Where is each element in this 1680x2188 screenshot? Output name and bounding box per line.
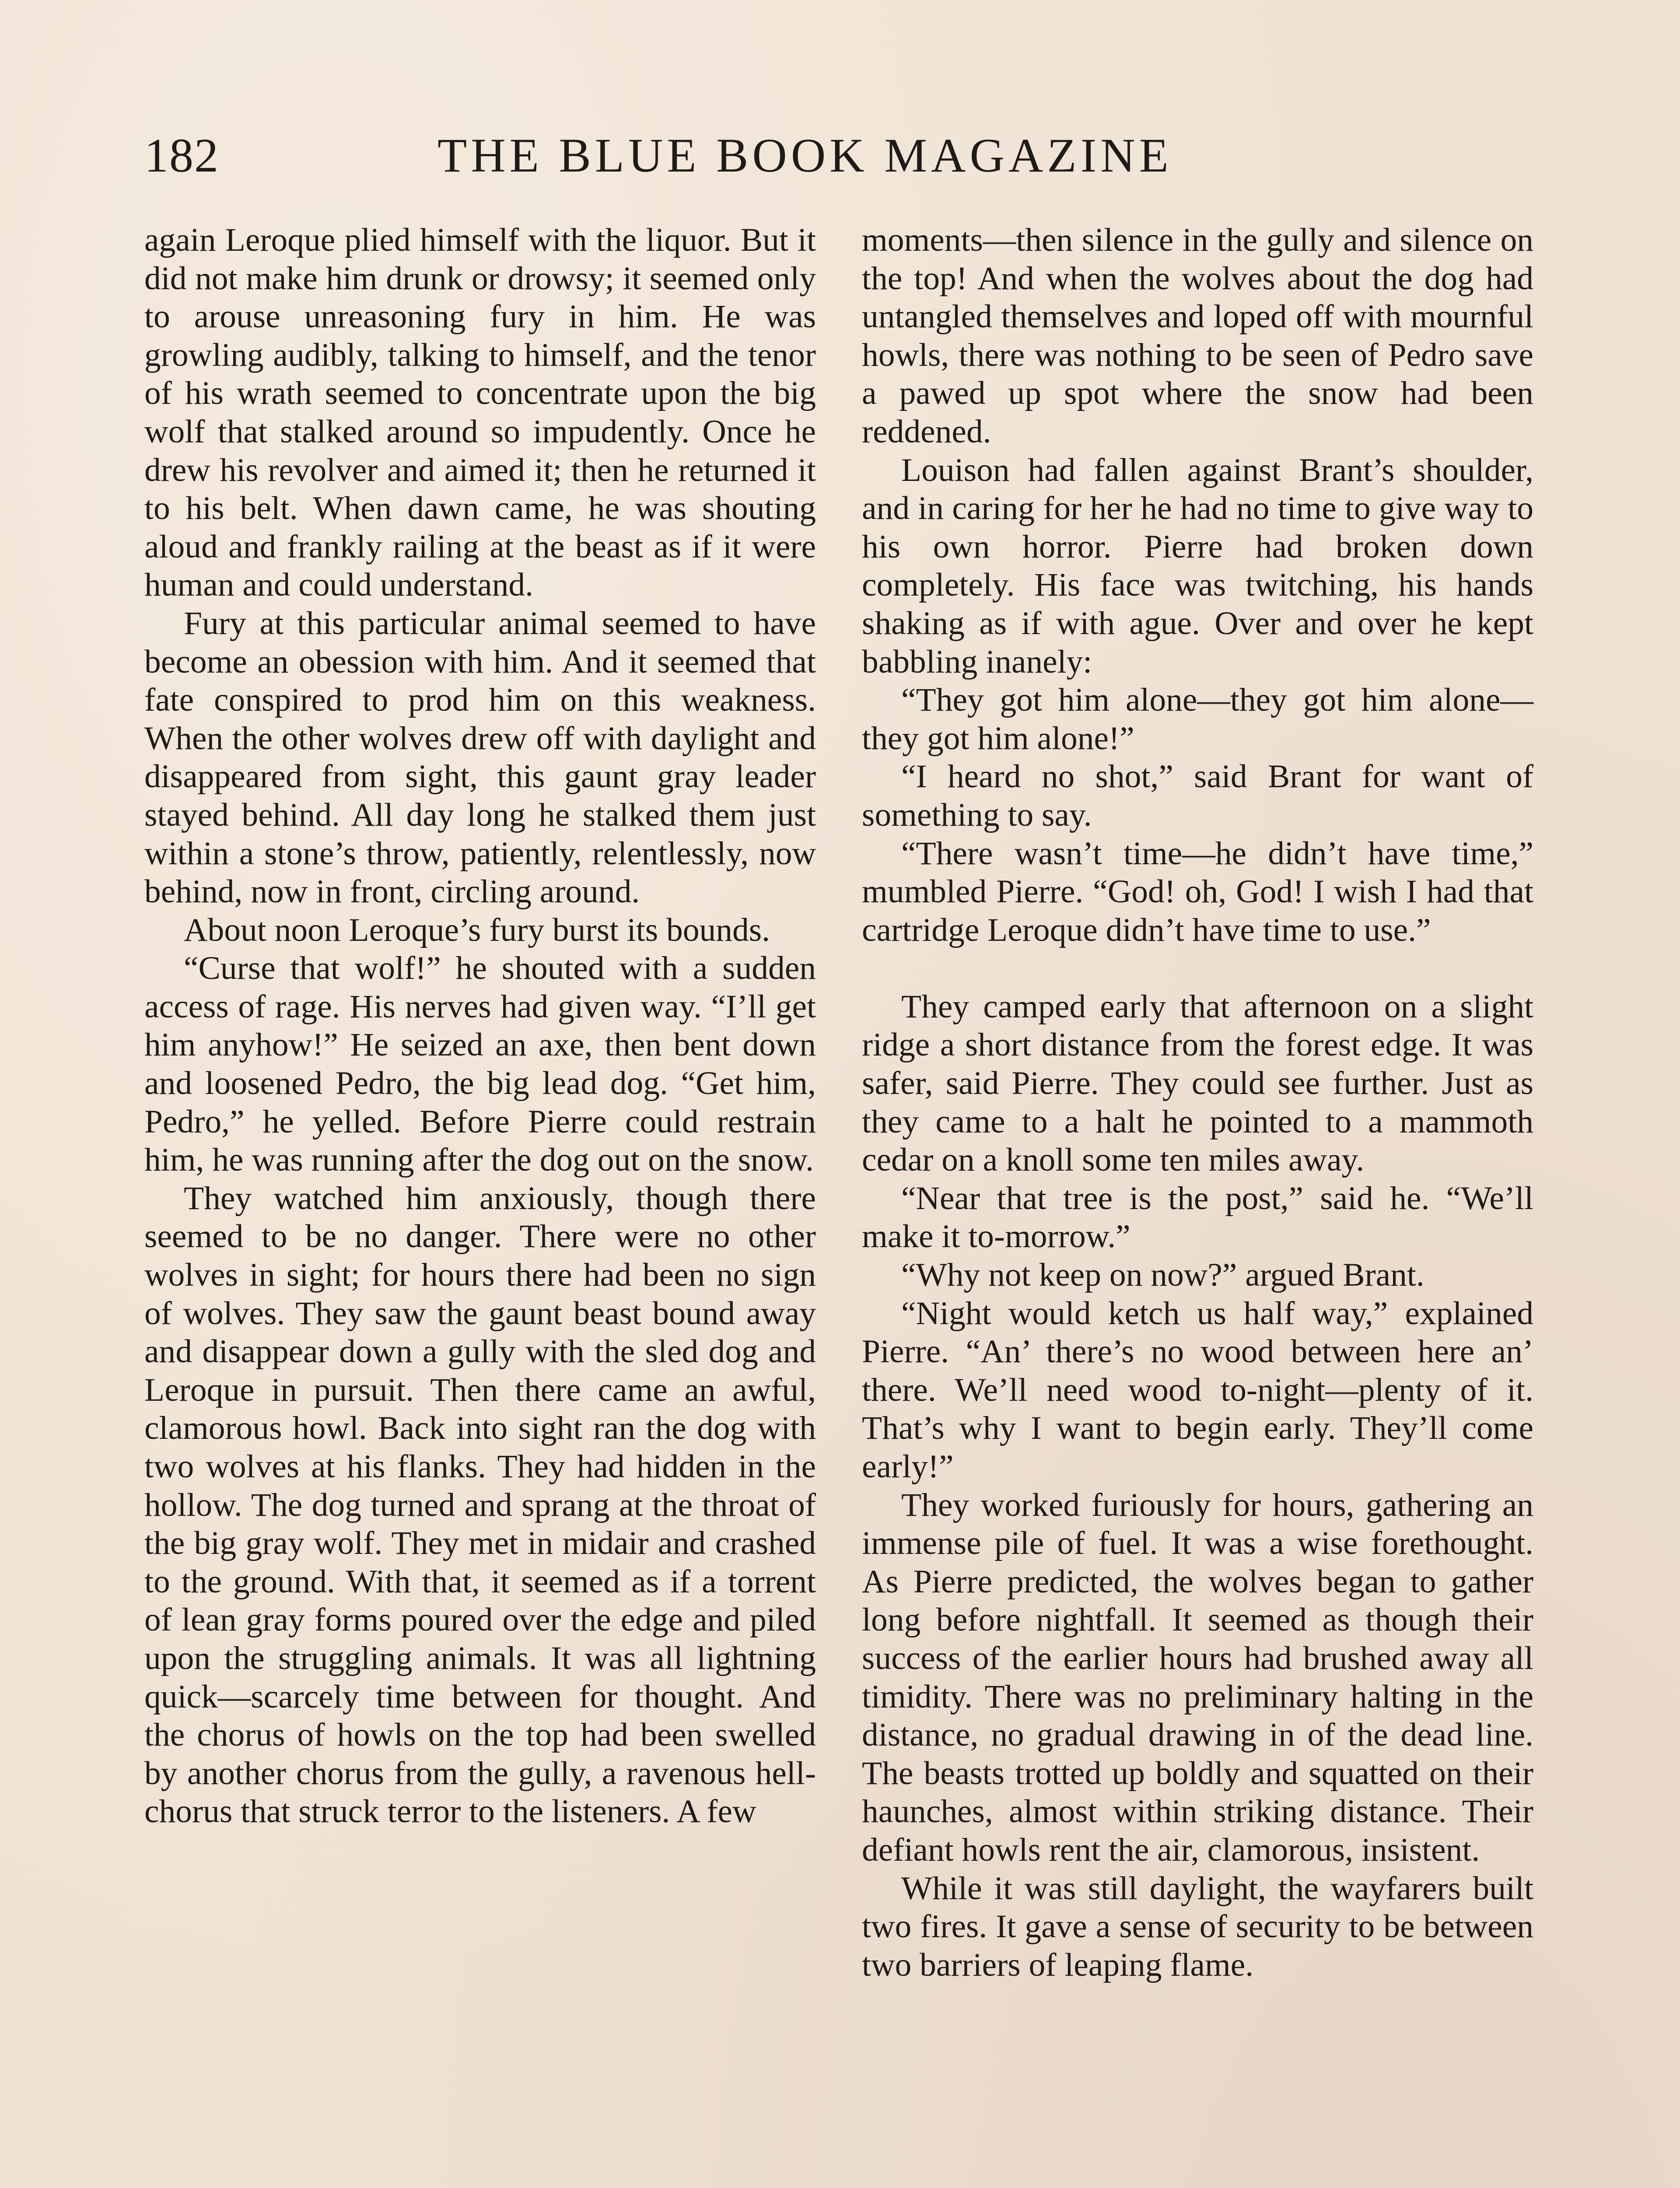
- right-column: [862, 221, 1533, 1984]
- paragraph: Louison had fallen against Brant’s shoulder, and in caring for her he had no time to give way to his own horror. Pierre had broken down completely. His face was twitching, his hands shaking as if with ague. Over and over he kept babbling inanely:: [862, 452, 1533, 680]
- paragraph: “There wasn’t time—he didn’t have time,” mumbled Pierre. “God! oh, God! I wish I had that cartridge Leroque didn’t have time to use.”: [862, 835, 1533, 948]
- paragraph: “Why not keep on now?” argued Brant.: [901, 1257, 1424, 1294]
- paragraph: About noon Leroque’s fury burst its bounds.: [184, 912, 770, 948]
- running-header: [144, 127, 1247, 193]
- paragraph: “Curse that wolf!” he shouted with a sudden access of rage. His nerves had given way. “I’ll get him anyhow!” He seized an axe, then bent down and loosened Pedro, the big lead dog. “Get him, Pedro,” he yelled. Before Pierre could restrain him, he was running after the dog out on the snow.: [144, 950, 816, 1178]
- paragraph: again Leroque plied himself with the liquor. But it did not make him drunk or drowsy; it seemed only to arouse unreasoning fury in him. He was growling audibly, talking to himself, and the tenor of his wrath seemed to concentrate upon the big wolf that stalked around so impudently. Once he drew his revolver and aimed it; then he returned it to his belt. When dawn came, he was shouting aloud and frankly railing at the beast as if it were human and could understand.: [144, 222, 816, 603]
- paragraph: “I heard no shot,” said Brant for want of something to say.: [862, 758, 1533, 833]
- paragraph: “Near that tree is the post,” said he. “We’ll make it to-morrow.”: [862, 1180, 1533, 1255]
- paragraph: They camped early that afternoon on a slight ridge a short distance from the forest edge. It was safer, said Pierre. They could see further. Just as they came to a halt he pointed to a mammoth cedar on a knoll some ten miles away.: [862, 988, 1533, 1178]
- paragraph: “Night would ketch us half way,” explained Pierre. “An’ there’s no wood between here an’ there. We’ll need wood to-night—plenty of it. That’s why I want to begin early. They’ll come early!”: [862, 1295, 1533, 1485]
- page-number: 182: [144, 129, 219, 182]
- magazine-title: THE BLUE BOOK MAGAZINE: [438, 129, 1172, 182]
- article-body: [144, 221, 1544, 2188]
- paragraph: moments—then silence in the gully and silence on the top! And when the wolves about the dog had untangled themselves and loped off with mournful howls, there was nothing to be seen of Pedro save a pawed up spot where the snow had been reddened.: [862, 222, 1533, 450]
- paragraph: “They got him alone—they got him alone—they got him alone!”: [862, 682, 1533, 757]
- paragraph: Fury at this particular animal seemed to have become an obession with him. And it seemed that fate conspired to prod him on this weakness. When the other wolves drew off with daylight and disappeared from sight, this gaunt gray leader stayed behind. All day long he stalked them just within a stone’s throw, patiently, relentlessly, now behind, now in front, circling around.: [144, 605, 816, 910]
- paragraph: They watched him anxiously, though there seemed to be no danger. There were no other wolves in sight; for hours there had been no sign of wolves. They saw the gaunt beast bound away and disappear down a gully with the sled dog and Leroque in pursuit. Then there came an awful, clamorous howl. Back into sight ran the dog with two wolves at his flanks. They had hidden in the hollow. The dog turned and sprang at the throat of the big gray wolf. They met in midair and crashed to the ground. With that, it seemed as if a torrent of lean gray forms poured over the edge and piled upon the struggling animals. It was all lightning quick—scarcely time between for thought. And the chorus of howls on the top had been swelled by another chorus from the gully, a ravenous hell-chorus that struck terror to the listeners. A few: [144, 1180, 816, 1830]
- left-column: [144, 221, 816, 1831]
- paragraph: They worked furiously for hours, gathering an immense pile of fuel. It was a wise forethought. As Pierre predicted, the wolves began to gather long before nightfall. It seemed as though their success of the earlier hours had brushed away all timidity. There was no preliminary halting in the distance, no gradual drawing in of the dead line. The beasts trotted up boldly and squatted on their haunches, almost within striking distance. Their defiant howls rent the air, clamorous, insistent.: [862, 1487, 1533, 1868]
- paragraph: While it was still daylight, the wayfarers built two fires. It gave a sense of security to be between two barriers of leaping flame.: [862, 1870, 1533, 1983]
